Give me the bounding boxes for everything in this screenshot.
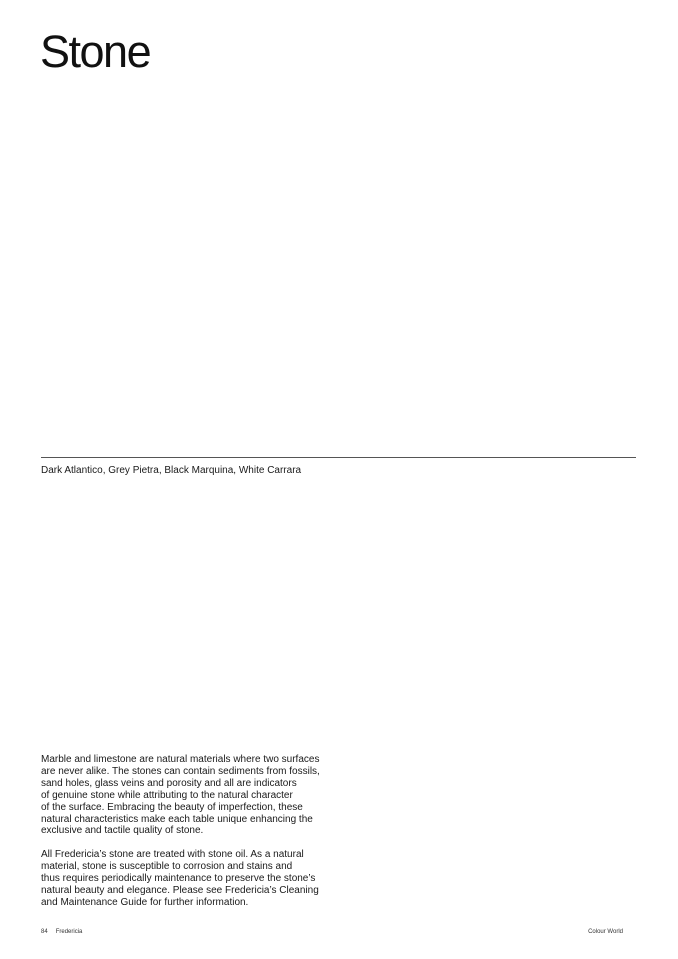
- page-number: 84: [41, 929, 48, 935]
- footer-left: [41, 928, 82, 936]
- page-title: Stone: [40, 26, 151, 77]
- footer-section: Colour World: [588, 929, 623, 935]
- swatch-caption: Dark Atlantico, Grey Pietra, Black Marquina, White Carrara: [41, 465, 302, 476]
- body-paragraph: All Fredericia’s stone are treated with stone oil. As a natural material, stone is susceptible to corrosion and stains and thus requires periodically maintenance to preserve the stone’s natural beauty and elegance. Please see Fredericia’s Cleaning and Maintenance Guide for further information.: [41, 849, 319, 908]
- divider: [41, 457, 636, 458]
- body-text: [41, 754, 331, 921]
- footer-brand: Fredericia: [55, 929, 83, 935]
- body-paragraph: Marble and limestone are natural materials where two surfaces are never alike. The stones can contain sediments from fossils, sand holes, glass veins and porosity and all are indicators of genuine stone while attributing to the natural character of the surface. Embracing the beauty of imperfection, these natural characteristics make each table unique enhancing the exclusive and tactile quality of stone.: [41, 754, 320, 837]
